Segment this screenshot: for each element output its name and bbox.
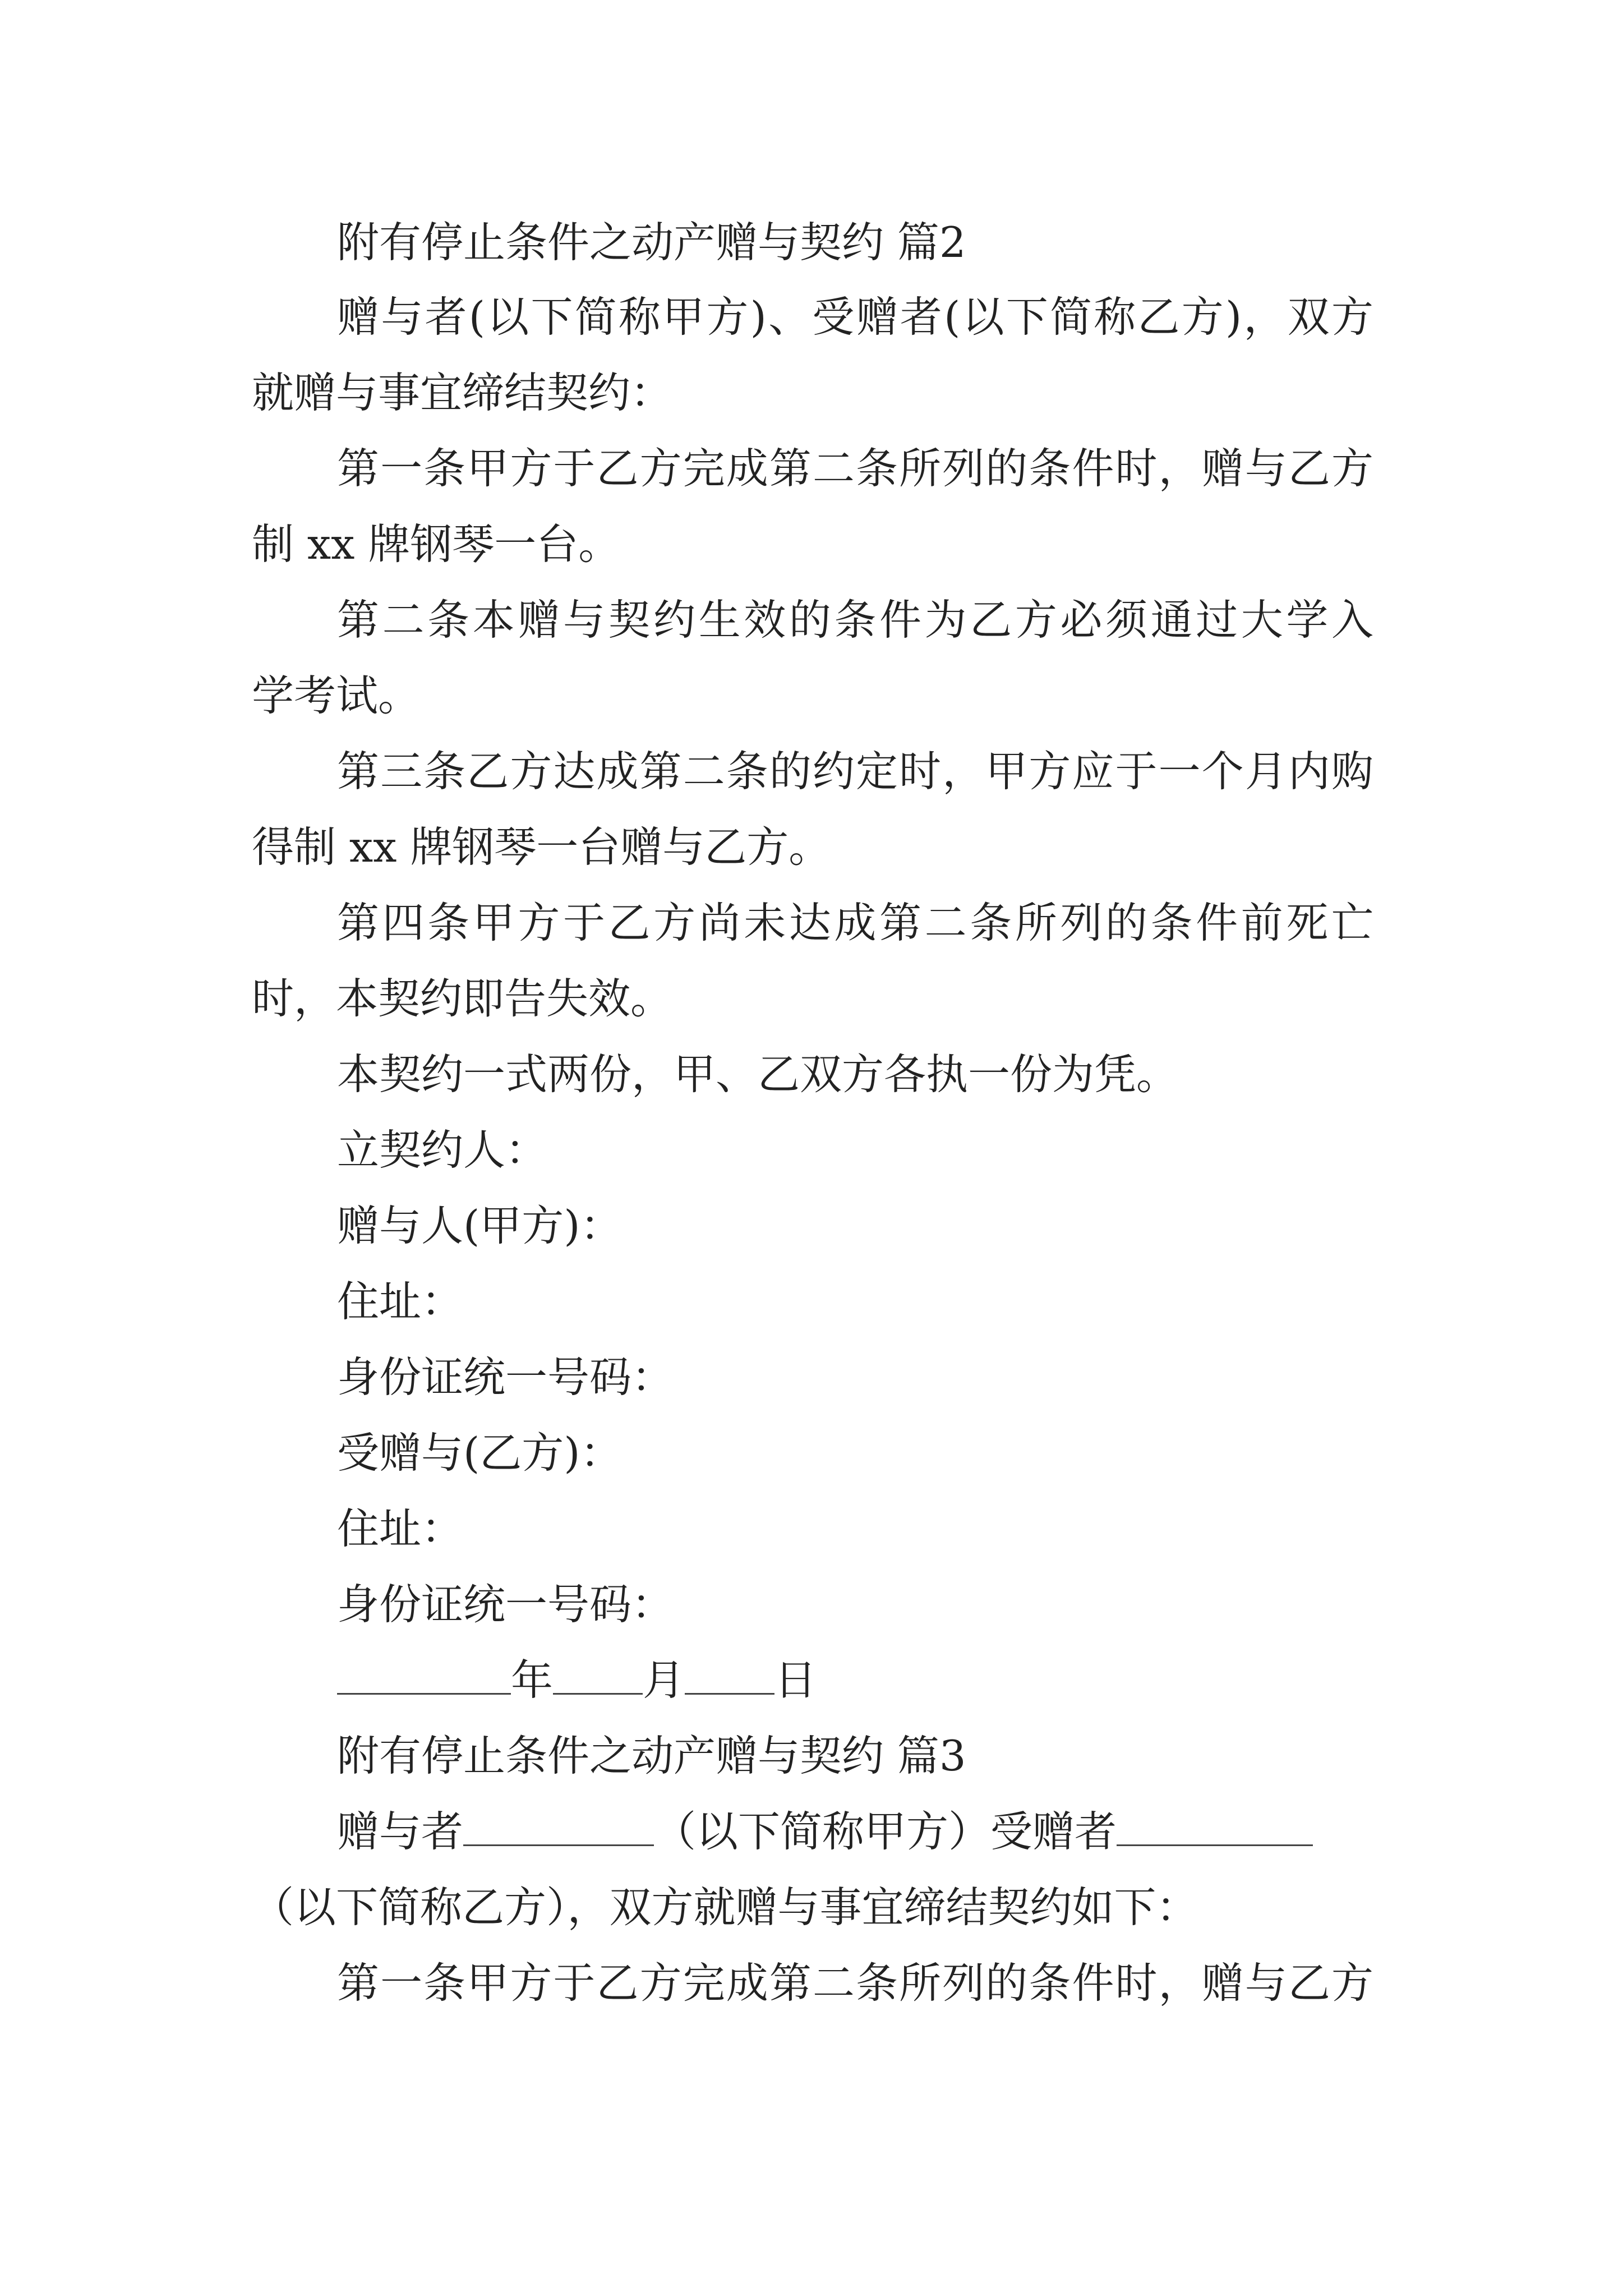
paragraph-line: 制 xx 牌钢琴一台。 <box>252 519 621 569</box>
year-blank <box>337 1654 511 1695</box>
paragraph-line: 赠与者(以下简称甲方)、受赠者(以下简称乙方)，双方 <box>337 292 1373 342</box>
donee-label: （以下简称甲方）受赠者 <box>654 1807 1117 1856</box>
signature-label: 住址： <box>337 1277 464 1326</box>
paragraph-line: 时，本契约即告失效。 <box>252 974 673 1023</box>
paragraph-line: 本契约一式两份，甲、乙双方各执一份为凭。 <box>337 1050 1179 1099</box>
signature-label: 赠与人(甲方)： <box>337 1201 623 1250</box>
signature-label: 立契约人： <box>337 1125 548 1175</box>
day-label: 日 <box>774 1655 817 1705</box>
signature-label: 身份证统一号码： <box>337 1352 674 1402</box>
signature-label: 住址： <box>337 1504 464 1553</box>
donor-label: 赠与者 <box>337 1807 464 1856</box>
donor-name-blank <box>463 1805 654 1846</box>
date-line <box>337 1652 817 1708</box>
paragraph-line: 第一条甲方于乙方完成第二条所列的条件时，赠与乙方 <box>337 444 1373 493</box>
month-label: 月 <box>643 1655 685 1705</box>
signature-label: 身份证统一号码： <box>337 1580 674 1629</box>
paragraph-line: 第四条甲方于乙方尚未达成第二条所列的条件前死亡 <box>337 898 1373 947</box>
donee-name-blank <box>1117 1805 1313 1846</box>
paragraph-line: 就赠与事宜缔结契约： <box>252 368 673 417</box>
paragraph-line: 第三条乙方达成第二条的约定时，甲方应于一个月内购 <box>337 747 1373 796</box>
year-label: 年 <box>511 1655 554 1705</box>
paragraph-line: （以下简称乙方），双方就赠与事宜缔结契约如下： <box>252 1883 1198 1932</box>
paragraph-line <box>337 1803 1313 1860</box>
day-blank <box>685 1654 774 1695</box>
paragraph-line: 第二条本赠与契约生效的条件为乙方必须通过大学入 <box>337 595 1373 645</box>
section-title: 附有停止条件之动产赠与契约 篇3 <box>337 1731 966 1780</box>
paragraph-line: 得制 xx 牌钢琴一台赠与乙方。 <box>252 822 831 872</box>
month-blank <box>553 1654 643 1695</box>
paragraph-line: 第一条甲方于乙方完成第二条所列的条件时，赠与乙方 <box>337 1958 1373 2008</box>
section-title: 附有停止条件之动产赠与契约 篇2 <box>337 218 966 267</box>
paragraph-line: 学考试。 <box>252 671 421 720</box>
signature-label: 受赠与(乙方)： <box>337 1428 623 1478</box>
